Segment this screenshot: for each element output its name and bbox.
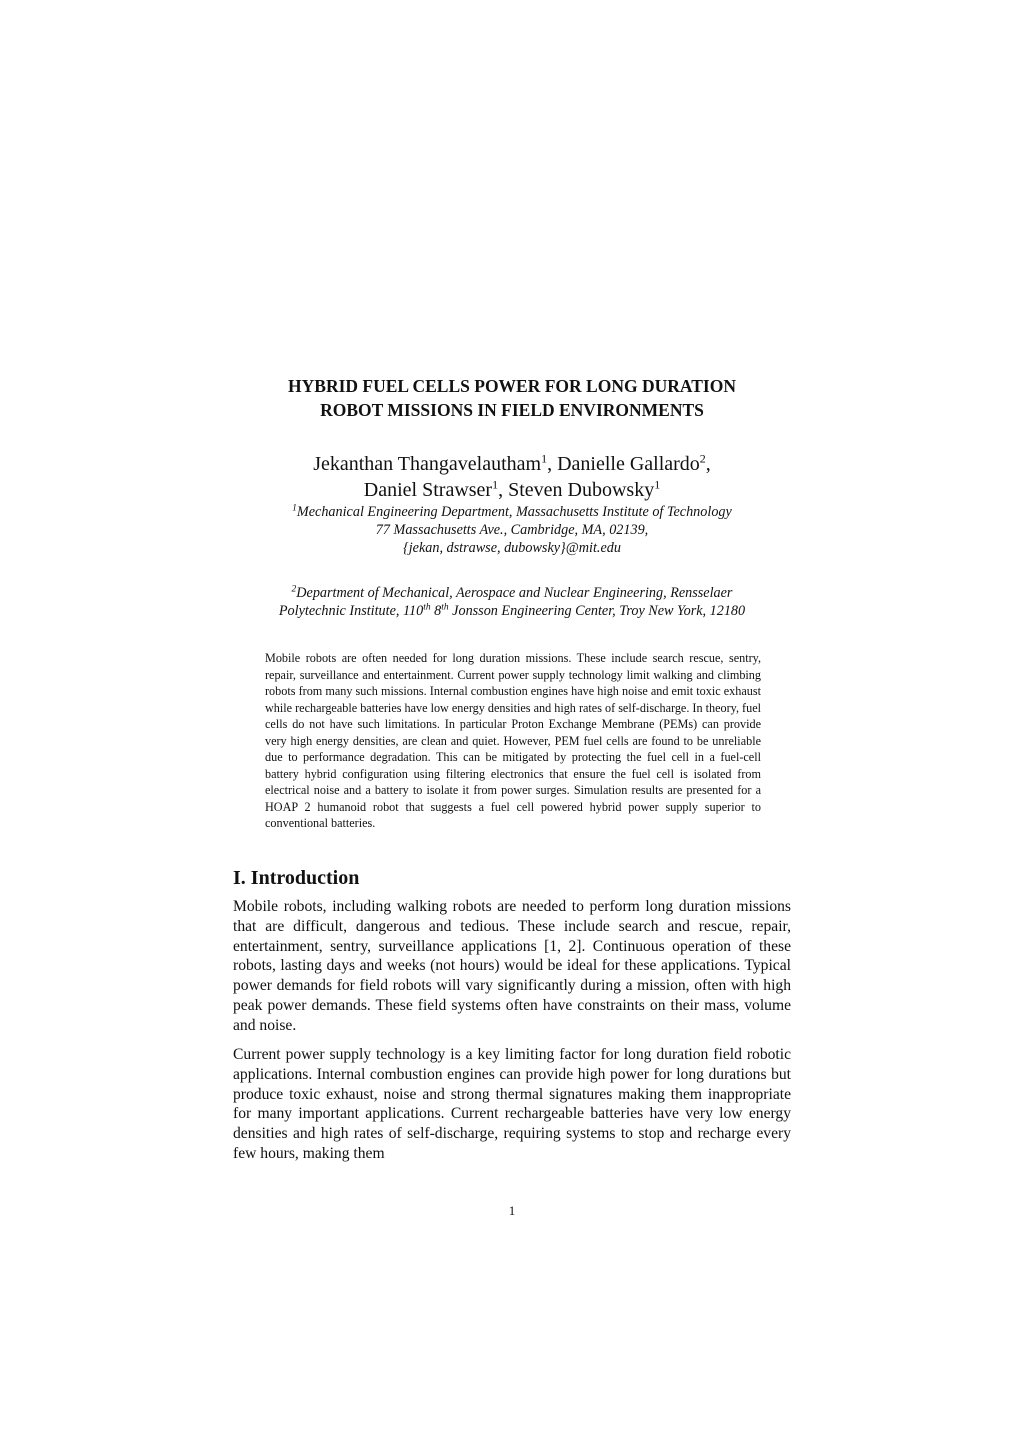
section-heading-introduction: I. Introduction [233,867,360,889]
author-list [0,451,1024,503]
affiliation-marker: 2 [291,584,297,595]
title-line-2: ROBOT MISSIONS IN FIELD ENVIRONMENTS [320,400,704,420]
affiliation-marker: 1 [292,503,297,514]
author-name: Daniel Strawser [363,479,493,501]
affiliation-text: Department of Mechanical, Aerospace and Nuclear Engineering, Rensselaer [296,585,733,601]
affiliation-mit [0,503,1024,557]
author-name: Jekanthan Thangavelautham [313,453,542,475]
address-part: Jonsson Engineering Center, Troy New York, 12180 [448,603,746,619]
ordinal-suffix: th [441,602,449,613]
title-line-1: HYBRID FUEL CELLS POWER FOR LONG DURATION [288,376,736,396]
author-name: Danielle Gallardo [557,453,700,475]
affiliation-line [0,503,1024,521]
introduction-paragraph-1: Mobile robots, including walking robots are needed to perform long duration missions that are difficult, dangerous and tedious. These include search and rescue, repair, entertainment, sentry, surveillance applications [1, 2]. Continuous operation of these robots, lasting days and weeks (not hours) would be ideal for these applications. Typical power demands for field robots will vary significantly during a mission, often with high peak power demands. These field systems often have constraints on their mass, volume and noise. [233,898,791,1034]
author-line-2: Daniel Strawser$^1$, Steven Dubowsky$^1$ [363,477,661,501]
affiliation-marker: 1 [541,451,548,466]
author-name: Steven Dubowsky [508,479,655,501]
affiliation-marker: 2 [699,451,706,466]
address-part: 8 [430,603,442,619]
author-line-1: Jekanthan Thangavelautham$^1$, Danielle Gallardo$^2$, [313,451,711,475]
affiliation-line [0,584,1024,602]
page-number: 1 [508,1203,516,1218]
ordinal-suffix: th [423,602,431,613]
affiliation-address: 77 Massachusetts Ave., Cambridge, MA, 02139, [375,522,649,538]
affiliation-emails: {jekan, dstrawse, dubowsky}@mit.edu [403,540,621,556]
abstract: Mobile robots are often needed for long duration missions. These include search rescue, sentry, repair, surveillance and entertainment. Current power supply technology limit walking and climbing robots from many such missions. Internal combustion engines have high noise and emit toxic exhaust while rechargeable batteries have low energy densities and high rates of self-discharge. In theory, fuel cells do not have such limitations. In particular Proton Exchange Membrane (PEMs) can provide very high energy densities, are clean and quiet. However, PEM fuel cells are found to be unreliable due to performance degradation. This can be mitigated by protecting the fuel cell in a fuel-cell battery hybrid configuration using filtering electronics that ensure the fuel cell is isolated from electrical noise and a battery to isolate it from power surges. Simulation results are presented for a HOAP 2 humanoid robot that suggests a fuel cell powered hybrid power supply superior to conventional batteries. [265,651,762,830]
affiliation-text: Mechanical Engineering Department, Massachusetts Institute of Technology [296,504,732,520]
affiliation-address [0,602,1024,620]
address-part: Polytechnic Institute, 110 [278,603,424,619]
introduction-paragraph-2: Current power supply technology is a key limiting factor for long duration field robotic applications. Internal combustion engines can provide high power for long durations but produce toxic exhaust, noise and strong thermal signatures making them inappropriate for many important applications. Current rechargeable batteries have very low energy densities and high rates of self-discharge, requiring systems to stop and recharge every few hours, making them [233,1046,791,1162]
paper-title [0,374,1024,422]
affiliation-marker: 1 [492,477,499,492]
affiliation-rpi [0,584,1024,620]
affiliation-marker: 1 [654,477,661,492]
